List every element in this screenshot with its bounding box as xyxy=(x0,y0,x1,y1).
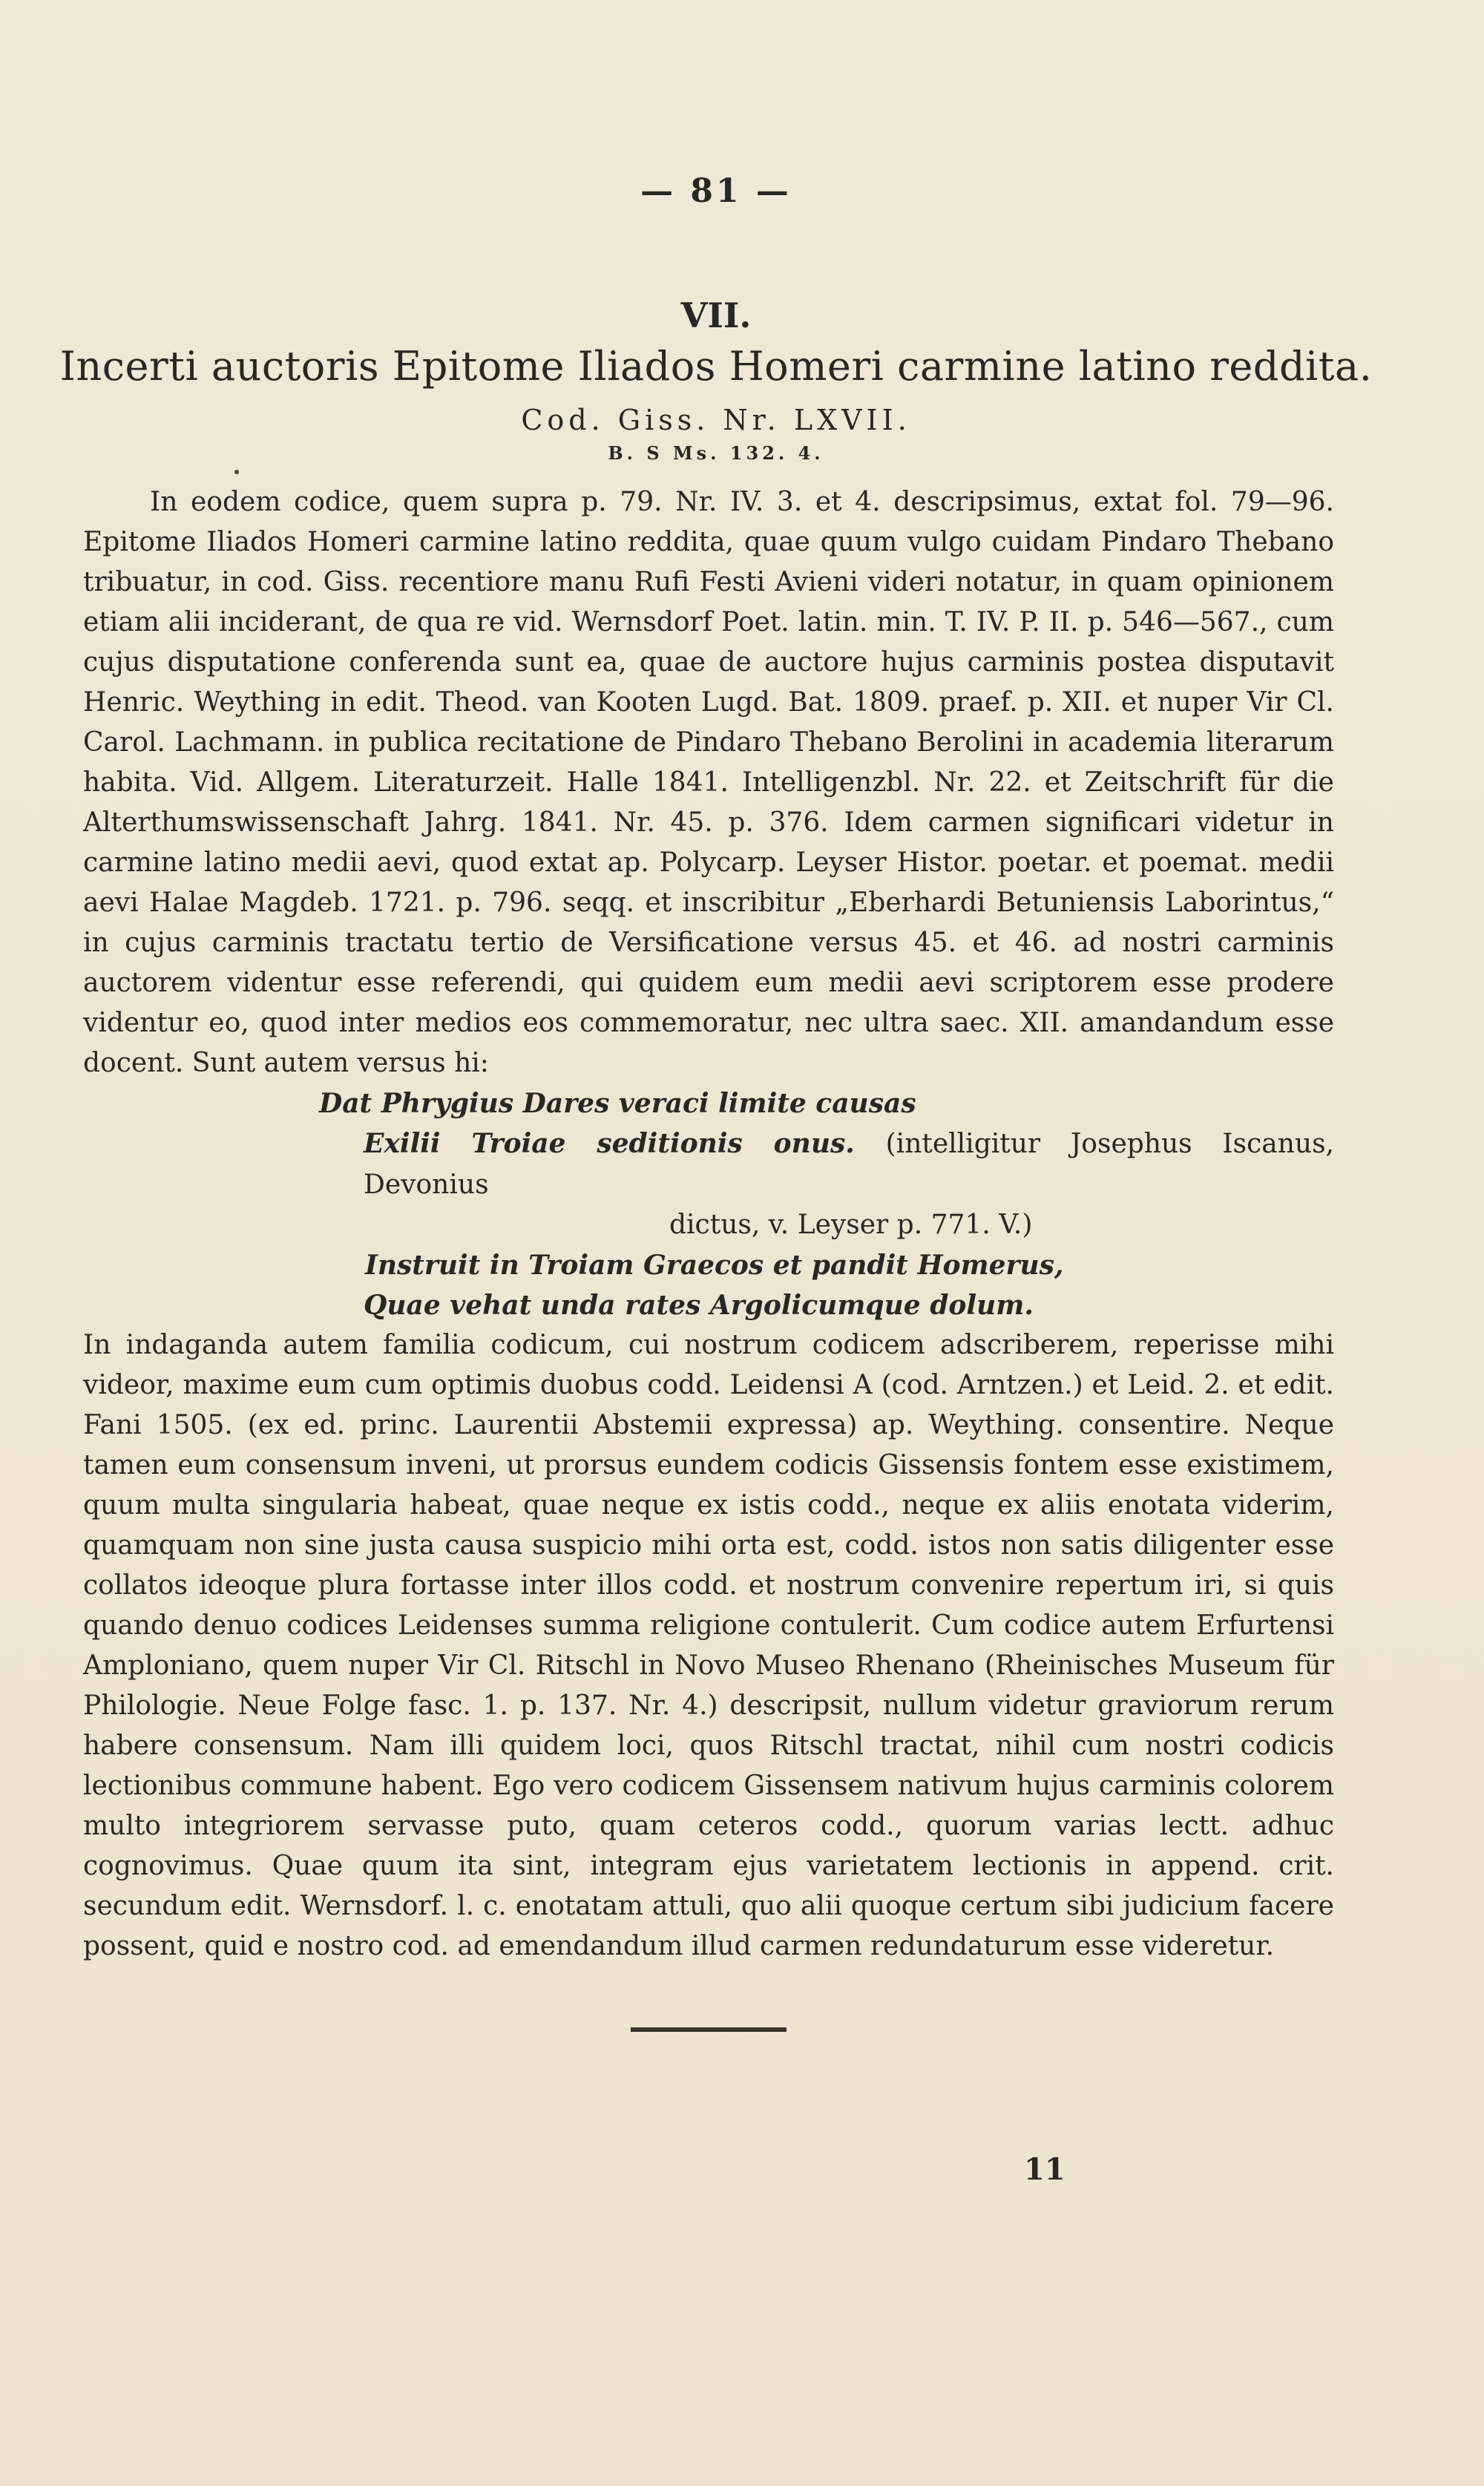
signature-mark: 11 xyxy=(1024,2152,1066,2187)
verse-line-3: Instruit in Troiam Graecos et pandit Homerus, xyxy=(365,1250,1064,1281)
paragraph-intro: In eodem codice, quem supra p. 79. Nr. IV. 3. et 4. descripsimus, extat fol. 79—96. Epitome Iliados Homeri carmine latino reddita, quae quum vulgo cuidam Pindaro Thebano tribuatur, in cod. Giss. recentiore manu Rufi Festi Avieni videri notatur, in quam opinionem etiam alii inciderant, de qua re vid. Wernsdorf Poet. latin. min. T. IV. P. II. p. 546—567., cum cujus disputatione conferenda sunt ea, quae de auctore hujus carminis postea disputavit Henric. Weything in edit. Theod. van Kooten Lugd. Bat. 1809. praef. p. XII. et nuper Vir Cl. Carol. Lachmann. in publica recitatione de Pindaro Thebano Berolini in academia literarum habita. Vid. Allgem. Literaturzeit. Halle 1841. Intelligenzbl. Nr. 22. et Zeitschrift für die Alterthumswissenschaft Jahrg. 1841. Nr. 45. p. 376. Idem carmen significari videtur in carmine latino medii aevi, quod extat ap. Polycarp. Leyser Histor. poetar. et poemat. medii aevi Halae Magdeb. 1721. p. 796. seqq. et inscribitur „Eberhardi Betuniensis Laborintus,“ in cujus carminis tractatu tertio de Versificatione versus 45. et 46. ad nostri carminis auctorem videntur esse referendi, qui quidem eum medii aevi scriptorem esse prodere videntur eo, quod inter medios eos commemoratur, nec ultra saec. XII. amandandum esse docent. Sunt autem versus hi: xyxy=(83,487,1334,1078)
section-number: VII. xyxy=(680,295,752,335)
verse-line-1: Dat Phrygius Dares veraci limite causas xyxy=(319,1088,916,1119)
verse-line-2-note: (intelligitur Josephus Iscanus, Devonius xyxy=(364,1129,1334,1200)
verse-line-2 xyxy=(83,1124,1334,1205)
ink-speck xyxy=(234,470,239,474)
paragraph-codices: In indaganda autem familia codicum, cui nostrum codicem adscriberem, reperisse mihi videor, maxime eum cum optimis duobus codd. Leidensi A (cod. Arntzen.) et Leid. 2. et edit. Fani 1505. (ex ed. princ. Laurentii Abstemii expressa) ap. Weything. consentire. Neque tamen eum consensum inveni, ut prorsus eundem codicis Gissensis fontem esse existimem, quum multa singularia habeat, quae neque ex istis codd., neque ex aliis enotata viderim, quamquam non sine justa causa suspicio mihi orta est, codd. istos non satis diligenter esse collatos ideoque plura fortasse inter illos codd. et nostrum convenire repertum iri, si quis quando denuo codices Leidenses summa religione contulerit. Cum codice autem Erfurtensi Amploniano, quem nuper Vir Cl. Ritschl in Novo Museo Rhenano (Rheinisches Museum für Philologie. Neue Folge fasc. 1. p. 137. Nr. 4.) descripsit, nullum videtur graviorum rerum habere consensum. Nam illi quidem loci, quos Ritschl tractat, nihil cum nostri codicis lectionibus commune habent. Ego vero codicem Gissensem nativum hujus carminis colorem multo integriorem servasse puto, quam ceteros codd., quorum varias lectt. adhuc cognovimus. Quae quum ita sint, integram ejus varietatem lectionis in append. crit. secundum edit. Wernsdorf. l. c. enotatam attuli, quo alii quoque certum sibi judicium facere possent, quid e nostro cod. ad emendandum illud carmen redundaturum esse videretur. xyxy=(83,1330,1334,1961)
codex-reference: Cod. Giss. Nr. LXVII. xyxy=(521,404,911,436)
page-number: — 81 — xyxy=(640,172,792,210)
shelfmark: B. S Ms. 132. 4. xyxy=(608,442,824,464)
verse-line-2-text: Exilii Troiae seditionis onus. xyxy=(364,1128,855,1159)
body-text xyxy=(83,482,1334,1967)
page-title: Incerti auctoris Epitome Iliados Homeri carmine latino reddita. xyxy=(59,343,1373,390)
verse-line-2-note-continuation: dictus, v. Leyser p. 771. V.) xyxy=(669,1210,1033,1240)
section-divider xyxy=(631,2027,787,2032)
verse-quotation xyxy=(83,1083,1334,1325)
verse-line-4: Quae vehat unda rates Argolicumque dolum. xyxy=(364,1290,1034,1321)
